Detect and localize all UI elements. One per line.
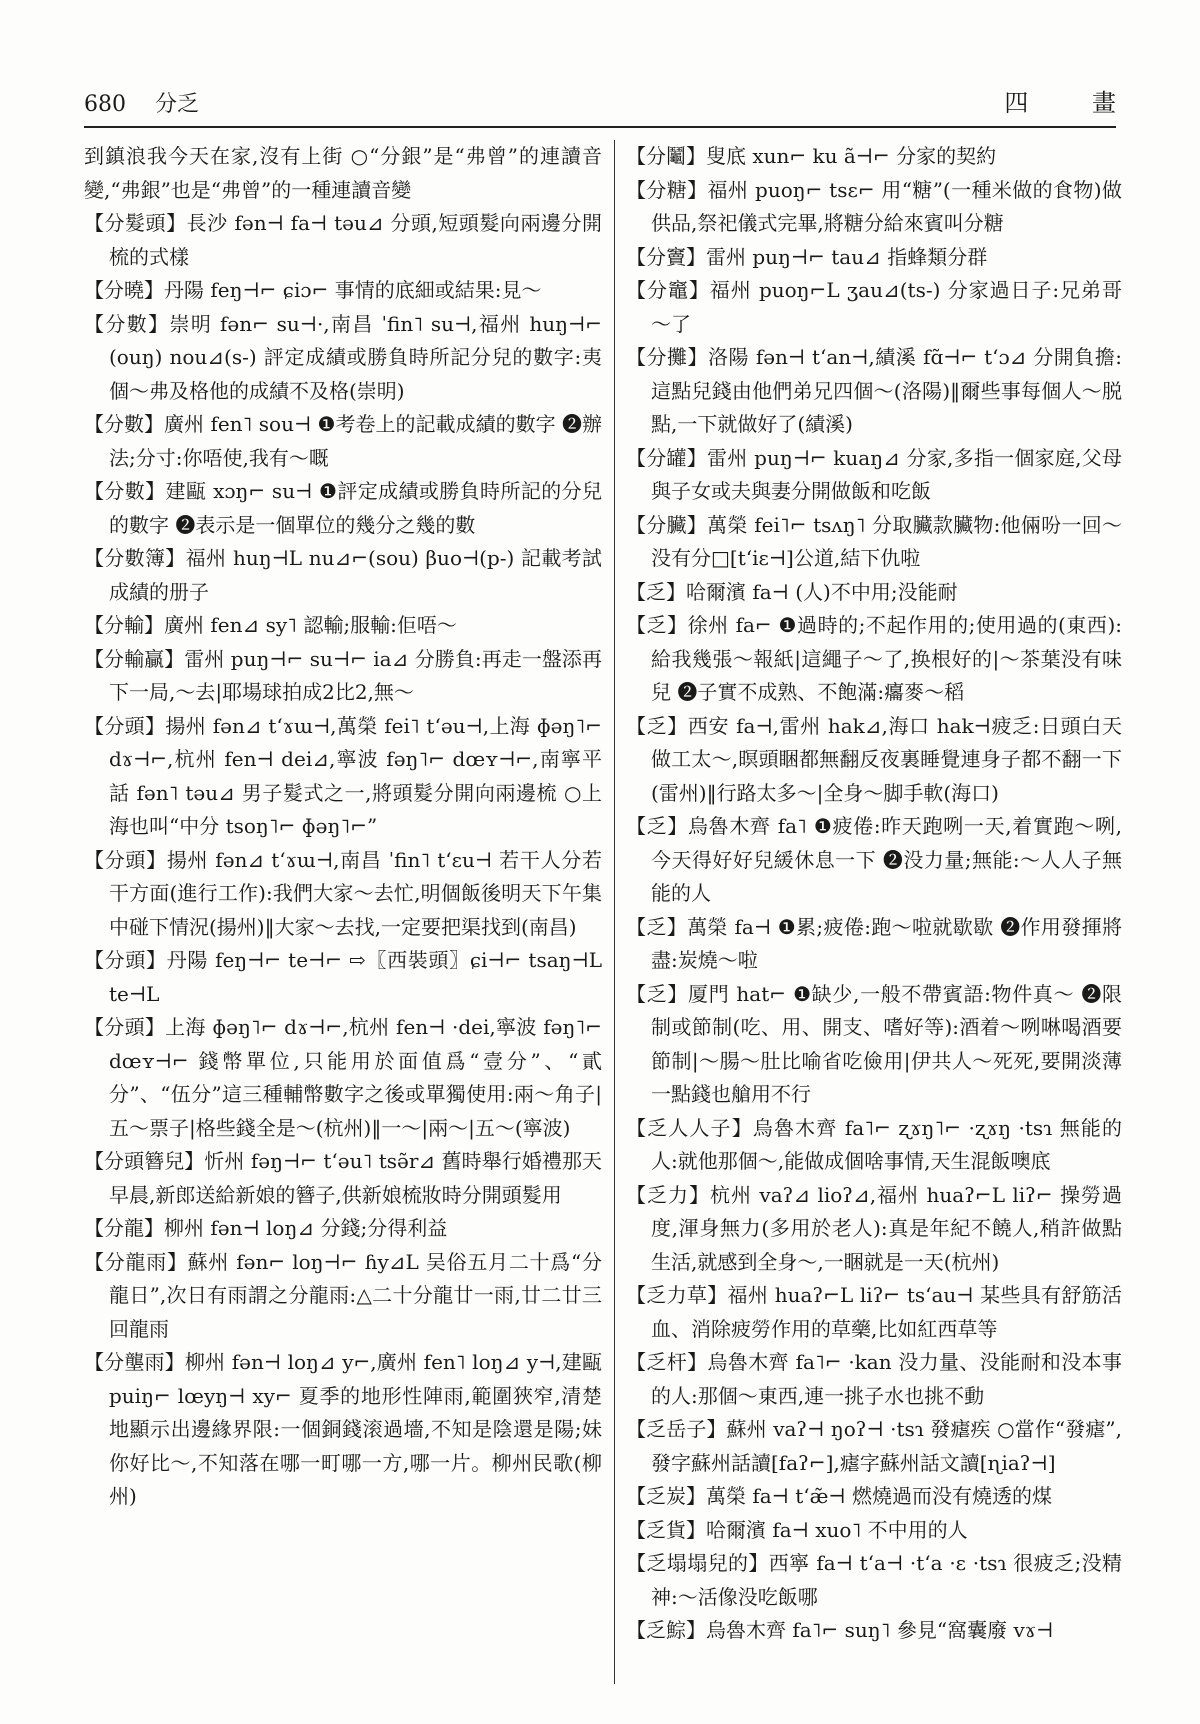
dictionary-entry: 【分竈】福州 puoŋ⌐L ʒau⊿(ts-) 分家過日子:兄弟哥～了 [626, 278, 1122, 336]
dictionary-entry: 【分頭簪兒】忻州 fəŋ⊣⌐ tʻəu˥ tsə̃r⊿ 舊時舉行婚禮那天早晨,新郎送給新娘的簪子,供新娘梳妝時分開頭髮用 [84, 1149, 602, 1207]
dictionary-entry: 【分頭】丹陽 feŋ⊣⌐ te⊣⌐ ⇨〖西裝頭〗ɕi⊣⌐ tsaŋ⊣L te⊣L [84, 948, 602, 1006]
right-column [626, 140, 1122, 1684]
dictionary-entry: 【分頭】上海 ɸəŋ˥⌐ dɤ⊣⌐,杭州 fen⊣ ·dei,寧波 fəŋ˥⌐ dœʏ⊣⌐ 錢幣單位,只能用於面值爲“壹分”、“貳分”、“伍分”這三種輔幣數字之後或單獨使用:兩～角子|五～票子|格些錢全是～(杭州)‖一～|兩～|五～(寧波) [84, 1015, 602, 1140]
dictionary-entry: 【乏】哈爾濱 fa⊣ (人)不中用;没能耐 [626, 579, 958, 604]
dictionary-entry: 【乏力】杭州 vaʔ⊿ lioʔ⊿,福州 huaʔ⌐L liʔ⌐ 操勞過度,渾身無力(多用於老人):真是年紀不饒人,稍許做點生活,就感到全身～,一睏就是一天(杭州) [626, 1182, 1122, 1274]
dictionary-entry: 【乏鯮】烏魯木齊 fa˥⌐ suŋ˥ 參見“窩囊廢 vɤ⊣ [626, 1618, 1054, 1642]
dictionary-entry: 到鎮浪我今天在家,沒有上街 ○“分銀”是“弗曾”的連讀音變,“弗銀”也是“弗曾”的一種連讀音變 [84, 144, 602, 202]
dictionary-entry: 【分鬮】叟底 xun⌐ ku ã⊣⌐ 分家的契約 [626, 144, 997, 168]
page-number: 680 [84, 92, 126, 117]
dictionary-entry: 【乏】萬榮 fa⊣ ❶累;疲倦:跑～啦就歇歇 ❷作用發揮將盡:炭燒～啦 [626, 914, 1122, 972]
section-title: 分乏 [155, 92, 200, 117]
dictionary-entry: 【分曉】丹陽 feŋ⊣⌐ ɕiɔ⌐ 事情的底細或結果:見～ [84, 278, 542, 302]
dictionary-entry: 【分輸贏】雷州 puŋ⊣⌐ su⊣⌐ ia⊿ 分勝負:再走一盤添再下一局,～去|耶場球拍成2比2,無～ [84, 646, 602, 704]
column-divider [614, 140, 615, 1684]
dictionary-entry: 【乏貨】哈爾濱 fa⊣ xuo˥ 不中用的人 [626, 1517, 968, 1542]
left-column [84, 140, 602, 1684]
dictionary-entry: 【分龍】柳州 fən⊣ loŋ⊿ 分錢;分得利益 [84, 1216, 448, 1240]
dictionary-entry: 【乏力草】福州 huaʔ⌐L liʔ⌐ tsʻau⊣ 某些具有舒筋活血、消除疲勞作用的草藥,比如紅西草等 [626, 1283, 1122, 1341]
header-left [84, 87, 221, 126]
dictionary-entry: 【分數】崇明 fən⌐ su⊣·,南昌 ˈfin˥ su⊣,福州 huŋ⊣⌐ (ouŋ) nou⊿(s-) 評定成績或勝負時所記分兒的數字:夷個～弗及格他的成績不及格(崇明) [84, 311, 602, 403]
stroke-count-label: 四 畫 [1004, 89, 1144, 117]
dictionary-entry: 【乏】厦門 hat⌐ ❶缺少,一般不帶賓語:物件真～ ❷限制或節制(吃、用、開支、嗜好等):酒着～咧啉喝酒要節制|～腸～肚比喻省吃儉用|伊共人～死死,要開淡薄一點錢也艙用不行 [626, 981, 1122, 1106]
dictionary-entry: 【分竇】雷州 puŋ⊣⌐ tau⊿ 指蜂類分群 [626, 244, 988, 269]
dictionary-entry: 【分髮頭】長沙 fən⊣ fa⊣ təu⊿ 分頭,短頭髮向兩邊分開梳的式樣 [84, 211, 602, 269]
dictionary-entry: 【分臟】萬榮 fei˥⌐ tsʌŋ˥ 分取臟款臟物:他倆吩一回～没有分□[tʻiɛ⊣]公道,結下仇啦 [626, 512, 1122, 570]
dictionary-entry: 【分數】廣州 fen˥ sou⊣ ❶考卷上的記載成績的數字 ❷辦法;分寸:你唔使,我有～嘅 [84, 412, 602, 470]
dictionary-entry: 【分壟雨】柳州 fən⊣ loŋ⊿ y⌐,廣州 fen˥ loŋ⊿ y⊣,建甌 puiŋ⌐ lœyŋ⊣ xy⌐ 夏季的地形性陣雨,範圍狹窄,清楚地顯示出邊緣界限:一個銅錢滚過墻,不知是陰還是陽;妹你好比～,不知落在哪一町哪一方,哪一片。柳州民歌(柳州) [84, 1350, 602, 1508]
dictionary-entry: 【乏杆】烏魯木齊 fa˥⌐ ·kan 没力量、没能耐和没本事的人:那個～東西,連一挑子水也挑不動 [626, 1350, 1122, 1408]
dictionary-entry: 【乏塌塌兒的】西寧 fa⊣ tʻa⊣ ·tʻa ·ɛ ·tsɿ 很疲乏;没精神:～活像没吃飯哪 [626, 1551, 1122, 1609]
dictionary-entry: 【乏岳子】蘇州 vaʔ⊣ ŋoʔ⊣ ·tsɿ 發瘧疾 ○當作“發瘧”,發字蘇州話讀[faʔ⌐],瘧字蘇州話文讀[ɳiaʔ⊣] [626, 1417, 1122, 1475]
dictionary-entry: 【分糖】福州 puoŋ⌐ tsɛ⌐ 用“糖”(一種米做的食物)做供品,祭祀儀式完畢,將糖分給來賓叫分糖 [626, 177, 1122, 235]
dictionary-entry: 【分頭】揚州 fən⊿ tʻɤɯ⊣,萬榮 fei˥ tʻəu⊣,上海 ɸəŋ˥⌐ dɤ⊣⌐,杭州 fen⊣ dei⊿,寧波 fəŋ˥⌐ dœʏ⊣⌐,南寧平話 fən˥ təu⊿ 男子髮式之一,將頭髮分開向兩邊梳 ○上海也叫“中分 tsoŋ˥⌐ ɸəŋ˥⌐” [84, 713, 602, 838]
dictionary-entry: 【分數簿】福州 huŋ⊣L nu⊿⌐(sou) βuo⊣(p-) 記載考試成績的册子 [84, 546, 602, 604]
dictionary-entry: 【乏】烏魯木齊 fa˥ ❶疲倦:昨天跑咧一天,着實跑～咧,今天得好好兒緩休息一下 ❷没力量;無能:～人人子無能的人 [626, 814, 1122, 905]
dictionary-entry: 【分攤】洛陽 fən⊣ tʻan⊣,績溪 fɑ̃⊣⌐ tʻɔ⊿ 分開負擔:這點兒錢由他們弟兄四個～(洛陽)‖爾些事每個人～脱點,一下就做好了(績溪) [626, 345, 1122, 436]
dictionary-entry: 【分數】建甌 xɔŋ⌐ su⊣ ❶評定成績或勝負時所記的分兒的數字 ❷表示是一個單位的幾分之幾的數 [84, 479, 602, 537]
dictionary-entry: 【乏】徐州 fa⌐ ❶過時的;不起作用的;使用過的(東西):給我幾張～報紙|這繩子～了,换根好的|～茶葉没有味兒 ❷子實不成熟、不飽滿:癟麥～稻 [626, 613, 1122, 704]
dictionary-entry: 【乏人人子】烏魯木齊 fa˥⌐ ʐɤŋ˥⌐ ·ʐɤŋ ·tsɿ 無能的人:就他那個～,能做成個啥事情,天生混飯噢底 [626, 1115, 1122, 1173]
dictionary-entry: 【分輸】廣州 fen⊿ sy˥ 認輸;服輸:佢唔～ [84, 613, 457, 637]
dictionary-entry: 【分頭】揚州 fən⊿ tʻɤɯ⊣,南昌 ˈfin˥ tʻɛu⊣ 若干人分若干方面(進行工作):我們大家～去忙,明個飯後明天下午集中碰下情況(揚州)‖大家～去找,一定要把渠找到(南昌) [84, 847, 602, 939]
dictionary-entry: 【乏】西安 fa⊣,雷州 hak⊿,海口 hak⊣疲乏:日頭白天做工太～,暝頭睏都無翻反夜裏睡覺連身子都不翻一下(雷州)‖行路太多～|全身～脚手軟(海口) [626, 713, 1122, 805]
dictionary-entry: 【分龍雨】蘇州 fən⌐ loŋ⊣⌐ ɦy⊿L 吴俗五月二十爲“分龍日”,次日有雨謂之分龍雨:△二十分龍廿一雨,廿二廿三回龍雨 [84, 1249, 602, 1341]
dictionary-entry: 【分罐】雷州 puŋ⊣⌐ kuaŋ⊿ 分家,多指一個家庭,父母與子女或夫與妻分開做飯和吃飯 [626, 445, 1122, 503]
dictionary-entry: 【乏炭】萬榮 fa⊣ tʻæ̃⊣ 燃燒過而没有燒透的煤 [626, 1484, 1052, 1508]
page-header [84, 82, 1144, 128]
